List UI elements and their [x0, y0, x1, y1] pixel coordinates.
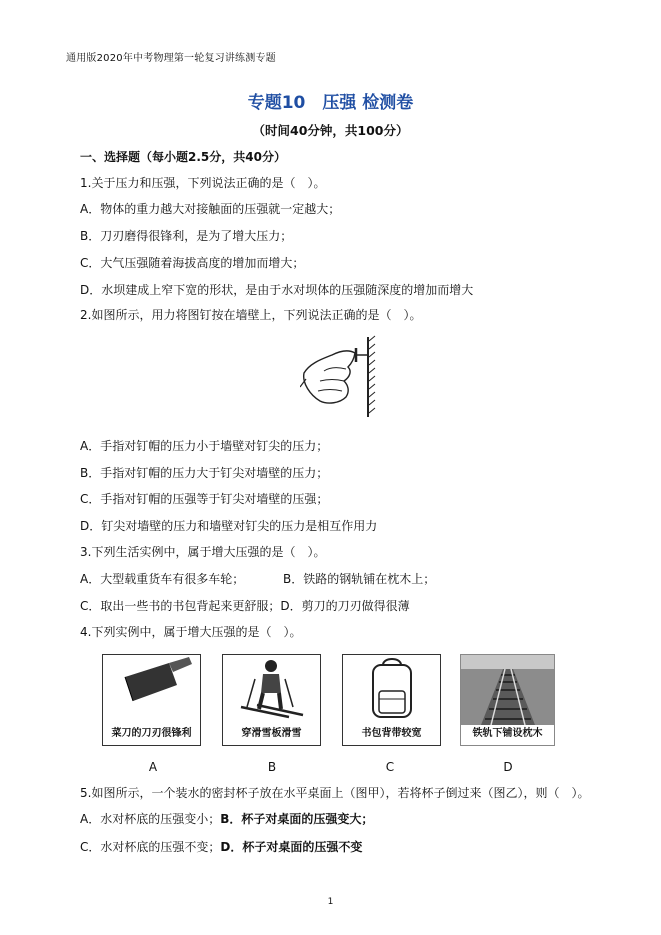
thumbtack-figure [300, 333, 380, 423]
q1-stem: 1.关于压力和压强，下列说法正确的是（ ）。 [80, 176, 326, 190]
q3-stem: 3.下列生活实例中，属于增大压强的是（ ）。 [80, 545, 326, 559]
document-subtitle: （时间40分钟，共100分） [252, 123, 409, 138]
page-number: 1 [327, 897, 334, 907]
section-heading: 一、选择题（每小题2.5分，共40分） [80, 150, 286, 164]
q5-options-ab [80, 811, 373, 827]
q4-stem: 4.下列实例中，属于增大压强的是（ ）。 [80, 625, 302, 639]
figure-kitchen-knife [102, 654, 201, 746]
figure-c-caption: 书包背带较宽 [361, 728, 422, 739]
q1-option-d: D．水坝建成上窄下宽的形状，是由于水对坝体的压强随深度的增加而增大 [80, 283, 474, 297]
figure-b-label: B [267, 760, 277, 774]
q5-option-b: B．杯子对桌面的压强变大； [220, 812, 374, 826]
q3-option-a: A．大型载重货车有很多车轮； [80, 572, 245, 586]
railway-track-icon [461, 655, 554, 725]
q5-option-d: D．杯子对桌面的压强不变 [220, 840, 363, 854]
q2-option-b: B．手指对钉帽的压力大于钉尖对墙壁的压力； [80, 466, 329, 480]
q5-option-a: A．水对杯底的压强变小； [80, 812, 221, 826]
page-header: 通用版2020年中考物理第一轮复习讲练测专题 [66, 53, 276, 64]
q5-stem: 5.如图所示，一个装水的密封杯子放在水平桌面上（图甲），若将杯子倒过来（图乙），则（ ）。 [80, 786, 590, 800]
figure-skier [222, 654, 321, 746]
q2-option-d: D．钉尖对墙壁的压力和墙壁对钉尖的压力是相互作用力 [80, 519, 378, 533]
q3-option-b: B．铁路的钢轨铺在枕木上； [283, 572, 436, 586]
q2-stem: 2.如图所示，用力将图钉按在墙壁上，下列说法正确的是（ ）。 [80, 308, 422, 322]
q1-option-c: C．大气压强随着海拔高度的增加而增大； [80, 256, 305, 270]
q1-option-b: B．刀刃磨得很锋利，是为了增大压力； [80, 229, 293, 243]
figure-b-caption: 穿滑雪板滑雪 [241, 728, 302, 739]
figure-c-label: C [385, 760, 395, 774]
document-title: 专题10 压强 检测卷 [247, 93, 414, 113]
q2-option-c: C．手指对钉帽的压强等于钉尖对墙壁的压强； [80, 492, 329, 506]
figure-a-label: A [148, 760, 158, 774]
figure-railway [460, 654, 555, 746]
q1-option-a: A．物体的重力越大对接触面的压强就一定越大； [80, 202, 341, 216]
q5-option-c: C．水对杯底的压强不变； [80, 840, 221, 854]
figure-a-caption: 菜刀的刀刃很锋利 [111, 728, 192, 739]
skier-icon [223, 655, 320, 725]
q2-option-a: A．手指对钉帽的压力小于墙壁对钉尖的压力； [80, 439, 329, 453]
figure-d-label: D [503, 760, 513, 774]
q5-options-cd [80, 839, 362, 855]
figure-backpack [342, 654, 441, 746]
q3-options-cd: C．取出一些书的书包背起来更舒服；D．剪刀的刀刃做得很薄 [80, 599, 410, 613]
backpack-icon [343, 655, 440, 725]
kitchen-knife-icon [103, 655, 200, 725]
figure-d-caption: 铁轨下铺设枕木 [472, 728, 543, 739]
